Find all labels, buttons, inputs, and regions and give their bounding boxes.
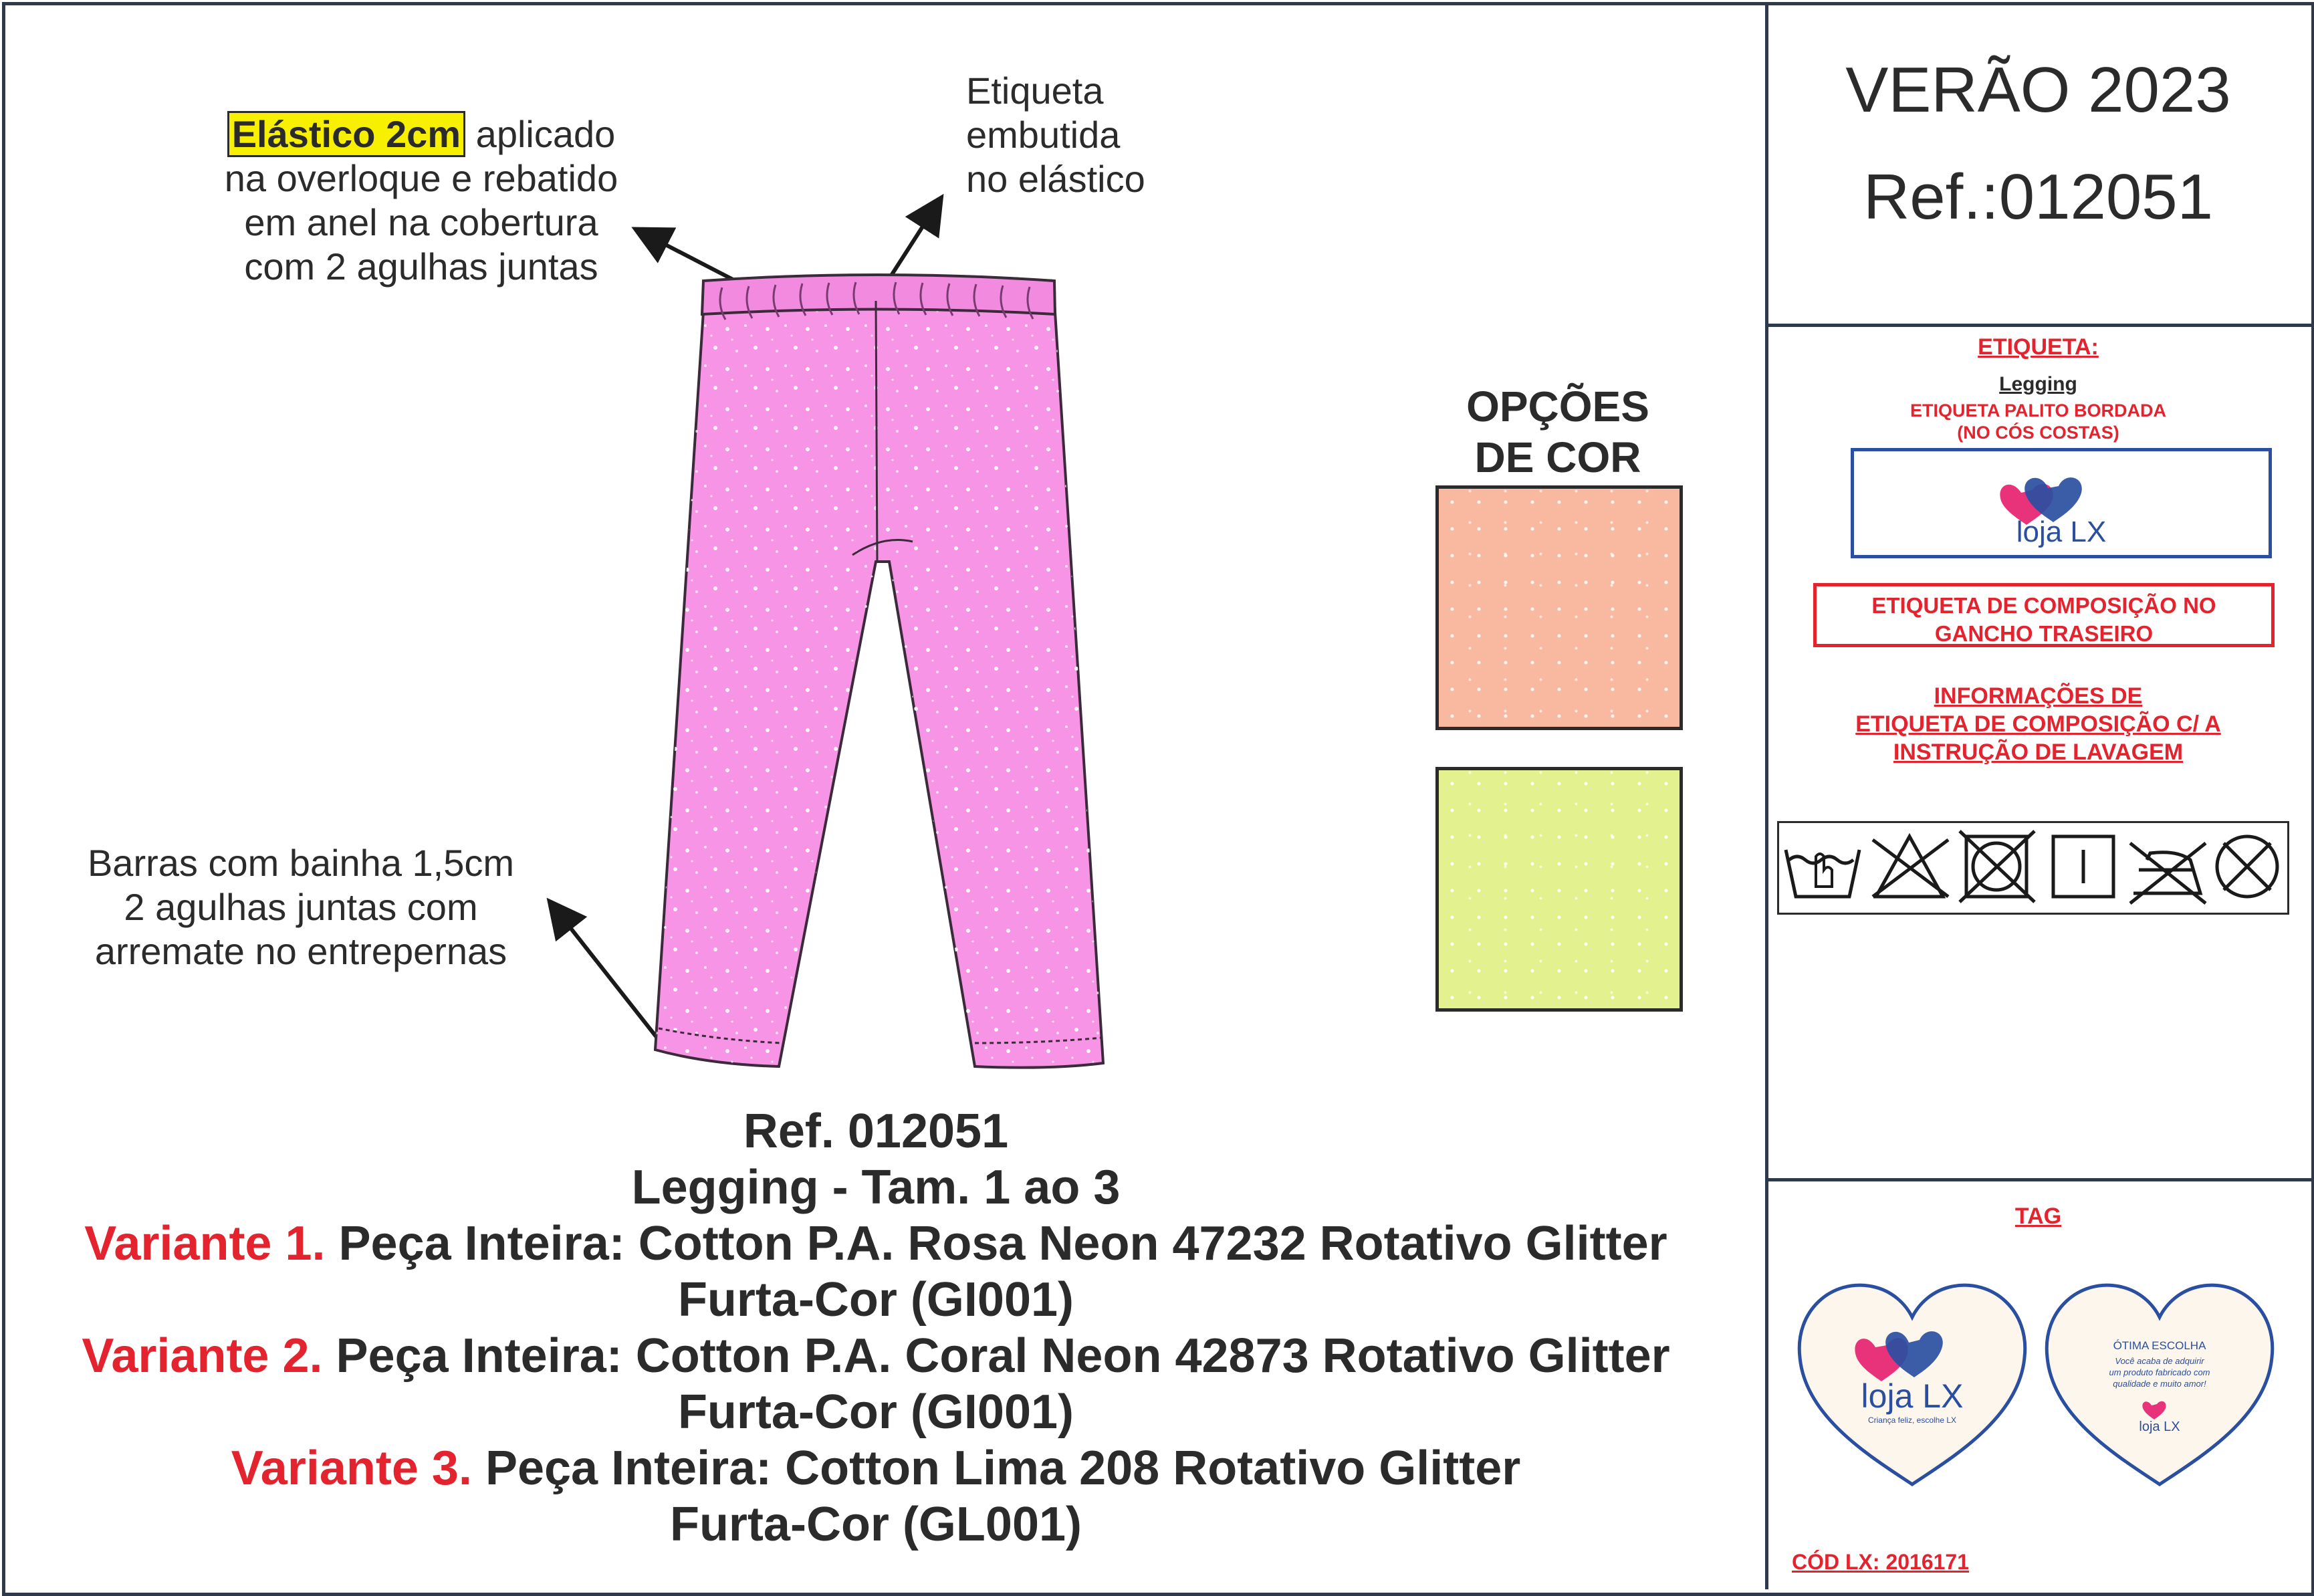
tag-front [1799,1285,2025,1484]
woven-label-brand: loja LX [2016,516,2107,548]
product-name: Legging - Tam. 1 ao 3 [631,1161,1121,1214]
label-product: Legging [1999,373,2077,395]
elastic-line1: aplicado [465,113,616,155]
product-description [20,1103,1732,1553]
line-dry-icon [2053,836,2113,897]
hem-note-line1: Barras com bainha 1,5cm [87,842,515,884]
color-options-title-line2: DE COR [1474,433,1641,481]
sidebar-divider [1765,2,1768,1589]
label-type-line2: (NO CÓS COSTAS) [1957,423,2119,443]
elastic-line3: em anel na cobertura [244,201,598,243]
composition-label-box [1813,583,2275,647]
composition-line1: ETIQUETA DE COMPOSIÇÃO NO [1871,593,2216,618]
color-swatch-lime [1435,767,1683,1012]
variant-3-text-line2: Furta-Cor (GL001) [669,1498,1082,1551]
product-ref: Ref. 012051 [743,1105,1009,1158]
variant-1-text-line2: Furta-Cor (GI001) [677,1273,1074,1327]
variant-2-label: Variante 2. [82,1329,323,1383]
elastic-line4: com 2 agulhas juntas [244,245,598,288]
tag-back-line1: Você acaba de adquirir [2115,1356,2204,1366]
label-note-line1: Etiqueta [966,70,1104,112]
care-info-line2: ETIQUETA DE COMPOSIÇÃO C/ A [1855,711,2221,737]
hem-note-line3: arremate no entrepernas [94,930,507,972]
woven-label [1851,448,2272,558]
label-type [1765,400,2311,444]
tag-front-brand: loja LX [1861,1377,1964,1415]
care-symbols [1777,821,2289,915]
tag-back-brand: loja LX [2139,1419,2180,1434]
variant-3 [20,1440,1732,1496]
header-ref: Ref.:012051 [1863,161,2214,233]
variant-1-text: Peça Inteira: Cotton P.A. Rosa Neon 47232 Rotativo Glitter [325,1217,1667,1270]
variant-3-label: Variante 3. [231,1442,472,1495]
season-title: VERÃO 2023 [1845,54,2231,126]
no-dry-clean-icon [2217,836,2277,897]
hem-note-line2: 2 agulhas juntas com [124,886,478,928]
color-swatch-coral [1435,485,1683,730]
color-options-title [1404,381,1712,483]
product-code: CÓD LX: 2016171 [1792,1550,1970,1574]
variant-2-text-line2: Furta-Cor (GI001) [677,1385,1074,1439]
label-type-line1: ETIQUETA PALITO BORDADA [1910,401,2166,421]
legging-drawing [642,267,1123,1076]
variant-1-label: Variante 1. [84,1217,326,1270]
no-bleach-icon [1873,836,1948,897]
variant-2 [20,1328,1732,1384]
tag-back-title: ÓTIMA ESCOLHA [2113,1339,2206,1352]
hand-wash-icon [1786,850,1859,897]
elastic-highlight: Elástico 2cm [227,111,465,157]
care-symbols-svg [1779,823,2287,913]
tag-panel-title: TAG [2014,1204,2062,1229]
color-options-title-line1: OPÇÕES [1466,382,1649,431]
no-iron-icon [2130,843,2206,903]
tag-back [2047,1285,2273,1484]
legging-body [655,276,1103,1068]
variant-2-text: Peça Inteira: Cotton P.A. Coral Neon 42873 Rotativo Glitter [322,1329,1670,1383]
label-note-line3: no elástico [966,158,1145,200]
brand-logo [1854,451,2269,555]
hang-tags [1792,1270,2287,1498]
care-info-line1: INFORMAÇÕES DE [1934,683,2143,709]
variant-1 [20,1216,1732,1272]
elastic-line2: na overloque e rebatido [224,157,618,199]
variant-3-text: Peça Inteira: Cotton Lima 208 Rotativo Glitter [471,1442,1521,1495]
tag-back-line2: um produto fabricado com [2109,1367,2210,1377]
tag-front-tagline: Criança feliz, escolhe LX [1867,1415,1957,1425]
sidebar-divider-bottom [1765,1178,2311,1181]
tag-back-line3: qualidade e muito amor! [2113,1379,2206,1389]
composition-line2: GANCHO TRASEIRO [1934,621,2154,646]
center-seam [876,301,877,562]
label-panel-title: ETIQUETA: [1978,334,2099,360]
care-info-line3: INSTRUÇÃO DE LAVAGEM [1893,739,2184,765]
no-tumble-dry-icon [1960,831,2035,902]
label-note-line2: embutida [966,114,1121,156]
sidebar-divider-top [1765,324,2311,327]
care-info-title [1765,682,2311,766]
